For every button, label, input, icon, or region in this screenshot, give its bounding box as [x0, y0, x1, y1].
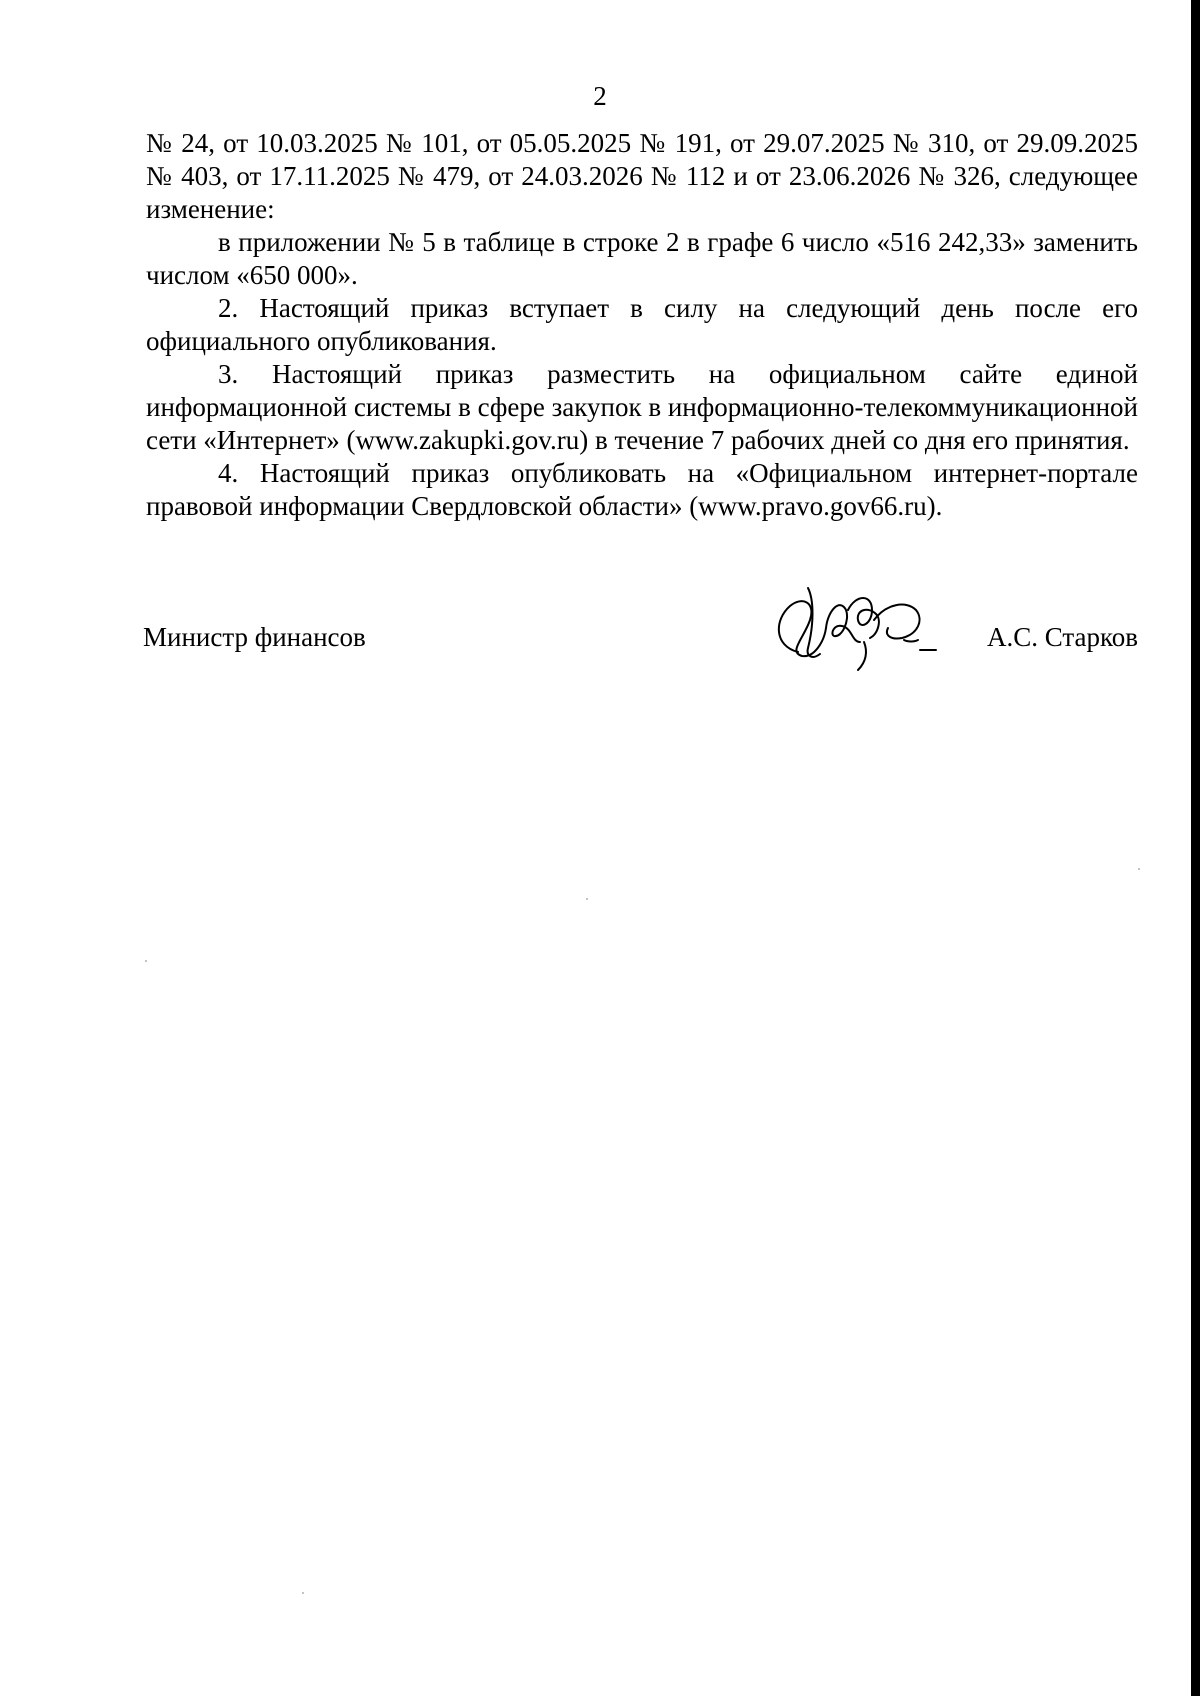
paragraph-intro: № 24, от 10.03.2025 № 101, от 05.05.2025 № 191, от 29.07.2025 № 310, от 29.09.2025 № 403, от 17.11.2025 № 479, от 24.03.2026 № 112 и от 23.06.2026 № 326, следующее изменение:	[146, 128, 1138, 224]
scan-speck	[302, 1592, 304, 1594]
paragraph-3: 3. Настоящий приказ разместить на официальном сайте единой информационной системы в сфере закупок в информационно-телекоммуникационной сети «Интернет» (www.zakupki.gov.ru) в течение 7 рабочих дней со дня его принятия.	[146, 359, 1138, 455]
scan-edge	[1191, 0, 1200, 1696]
scan-speck	[1138, 868, 1140, 870]
signatory-position: Министр финансов	[143, 622, 366, 652]
paragraph-4: 4. Настоящий приказ опубликовать на «Официальном интернет-портале правовой информации Свердловской области» (www.pravo.gov66.ru).	[146, 458, 1138, 521]
paragraph-2: 2. Настоящий приказ вступает в силу на следующий день после его официального опубликования.	[146, 293, 1138, 356]
document-body	[146, 127, 1138, 523]
scan-speck	[586, 898, 588, 900]
paragraph-change: в приложении № 5 в таблице в строке 2 в графе 6 число «516 242,33» заменить числом «650 000».	[146, 227, 1138, 290]
signatory-name: А.С. Старков	[986, 622, 1138, 652]
handwritten-signature	[768, 580, 938, 672]
scan-speck	[145, 960, 147, 962]
page-number: 2	[593, 81, 607, 111]
